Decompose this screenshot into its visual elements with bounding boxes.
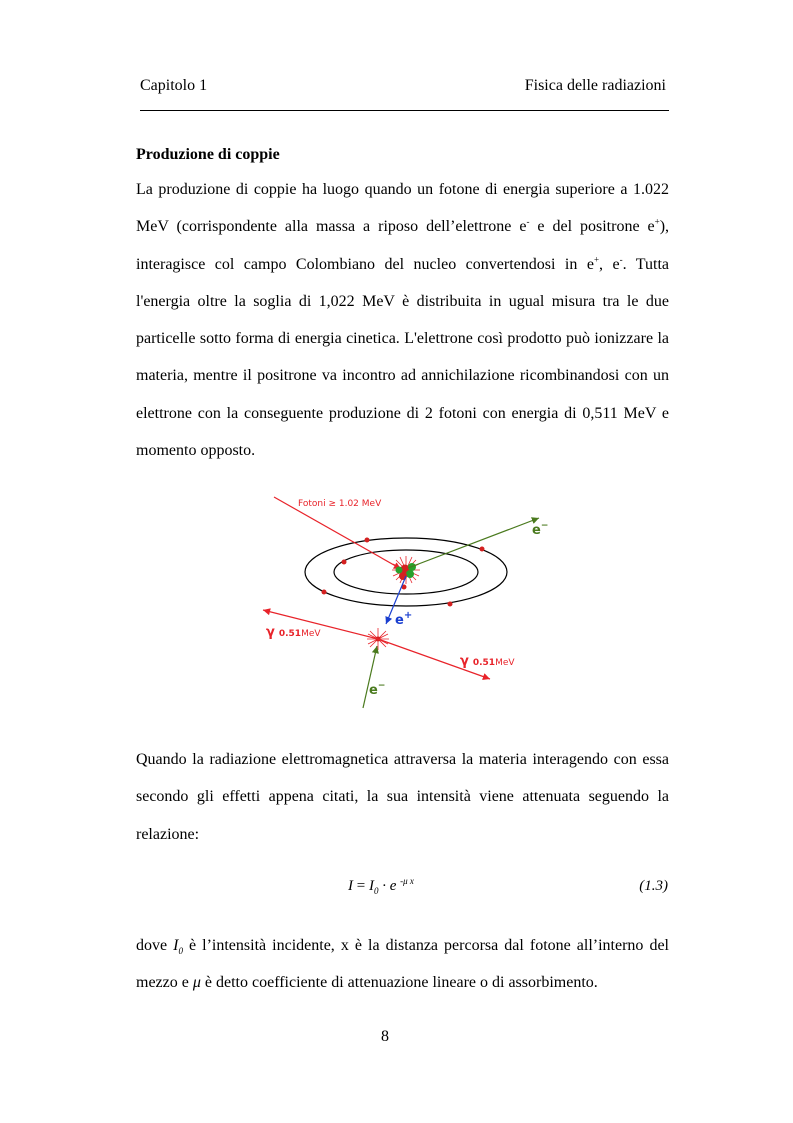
incoming-electron-label-minus: − (377, 681, 386, 691)
incoming-electron-label (369, 681, 385, 698)
gamma-right-symbol: γ (460, 654, 469, 669)
p3-text-c: è detto coefficiente di attenuazione lineare o di assorbimento. (200, 974, 598, 992)
formula-exponent: -μ x (400, 876, 414, 886)
running-header-title: Fisica delle radiazioni (524, 77, 666, 94)
gamma-left-unit: MeV (301, 629, 321, 639)
pair-production-diagram (256, 490, 549, 715)
photon-label: Fotoni ≥ 1.02 MeV (298, 499, 382, 509)
gamma-right-label (460, 654, 515, 669)
p3-mu: μ (192, 974, 201, 992)
attenuation-formula (348, 878, 414, 895)
p1-sup-1: - (526, 216, 530, 227)
p1-sup-3: + (593, 254, 600, 265)
p1-sup-4: - (619, 254, 623, 265)
p1-text-1: La produzione di coppie ha luogo quando un fotone di energia superiore a 1.022 MeV (corrispondente alla massa a riposo dell’elettrone e (136, 181, 669, 236)
gamma-left-symbol: γ (266, 625, 275, 640)
positron-label (395, 610, 412, 628)
electron-label-e: e (532, 523, 541, 538)
formula-i0-sub: 0 (373, 886, 379, 896)
gamma-left-value: 0.51 (278, 629, 302, 639)
p3-text-a: dove (136, 937, 174, 954)
page-number: 8 (381, 1028, 389, 1045)
section-title: Produzione di coppie (136, 146, 280, 163)
equation-number: (1.3) (639, 878, 668, 894)
running-header-chapter: Capitolo 1 (140, 77, 208, 94)
gamma-right-unit: MeV (495, 658, 515, 668)
electron-arrow (408, 518, 539, 568)
p1-text-3: ), interagisce col campo Colombiano del nucleo convertendosi in e (136, 218, 670, 273)
p3-i0-sub: 0 (178, 946, 183, 957)
gamma-right-value: 0.51 (472, 658, 496, 668)
positron-label-plus: + (403, 610, 413, 621)
header-rule (140, 110, 669, 111)
incoming-electron-arrow (363, 646, 377, 708)
p1-sup-2: + (654, 216, 660, 227)
p3-text-b: è l’intensità incidente, x è la distanza percorsa dal fotone all’interno del mezzo e (136, 937, 669, 992)
p1-text-2: e del positrone e (529, 218, 655, 236)
formula-lhs: I (348, 878, 353, 894)
formula-i0: I (368, 878, 374, 894)
incoming-electron-label-e: e (369, 683, 378, 698)
positron-label-e: e (395, 613, 404, 628)
formula-eq: = (353, 878, 369, 894)
electron-label-minus: − (540, 521, 549, 531)
paragraph-definitions (136, 927, 669, 1002)
formula-dot: · e (378, 878, 401, 894)
gamma-left-label (266, 625, 321, 640)
paragraph-attenuation: Quando la radiazione elettromagnetica attraversa la materia interagendo con essa secondo gli effetti appena citati, la sua intensità viene attenuata seguendo la relazione: (136, 751, 669, 843)
p1-text-4: , e (599, 255, 620, 273)
p3-i0: I (173, 937, 179, 954)
p1-text-5: . Tutta l'energia oltre la soglia di 1,022 MeV è distribuita in ugual misura tra le due particelle sotto forma di energia cinetica. L'elettrone così prodotto può ionizzare la materia, mentre il positrone va incontro ad annichilazione ricombinandosi con un elettrone con la conseguente produzione di 2 fotoni con energia di 0,511 MeV e momento opposto. (136, 255, 670, 460)
paragraph-pair-production (136, 171, 669, 469)
electron-label (532, 521, 548, 538)
